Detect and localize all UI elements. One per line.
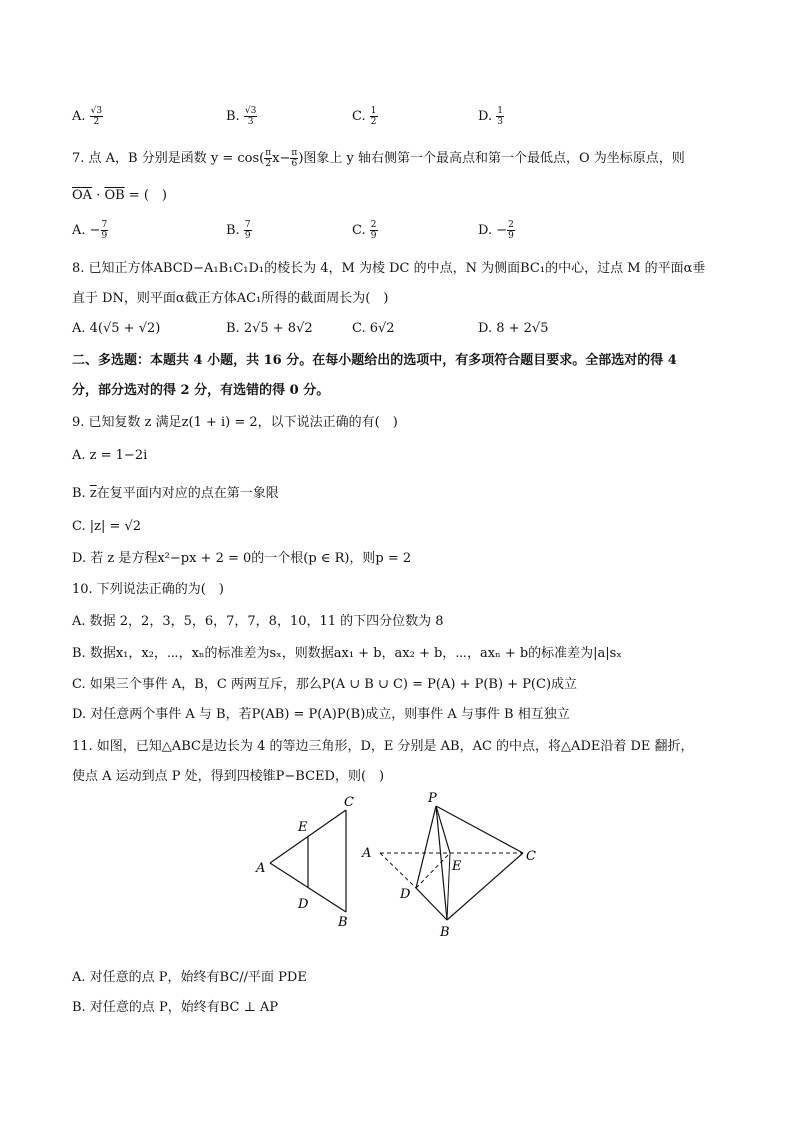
- q7-option-b: B. $\frac{7}{9}$: [226, 220, 251, 241]
- q8-options: [72, 321, 732, 345]
- q10-stem: 10. 下列说法正确的为( ): [72, 582, 224, 597]
- q8-stem-line1: 8. 已知正方体ABCD−A₁B₁C₁D₁的棱长为 4，M 为棱 DC 的中点，N 为侧面BC₁的中心，过点 M 的平面α垂: [72, 261, 706, 276]
- right-label-d: D: [400, 887, 411, 902]
- left-label-e: E: [298, 820, 308, 835]
- q6-option-b: B. $\frac{√3}{3}$: [226, 106, 257, 127]
- flat-triangle-abc: [255, 795, 354, 930]
- right-label-p: P: [428, 791, 437, 806]
- q8-option-c: C. 6√2: [352, 321, 395, 336]
- q7-option-c: C. $\frac{2}{9}$: [352, 220, 377, 241]
- left-label-c: C: [344, 795, 354, 810]
- q7-option-d: D. − $\frac{2}{9}$: [478, 220, 514, 241]
- pyramid-p-bced: [361, 791, 536, 940]
- q10-option-a: A. 数据 2，2，3，5，6，7，7，8，10，11 的下四分位数为 8: [72, 614, 444, 629]
- q8-stem-line2: 直于 DN，则平面α截正方体AC₁所得的截面周长为( ): [72, 291, 389, 306]
- q6-option-c: C. $\frac{1}{2}$: [352, 106, 377, 127]
- q7-vector-expression: $\overline{OA} \cdot \overline{OB}$ = ( ): [72, 188, 167, 203]
- q8-option-a: A. 4(√5 + √2): [72, 321, 161, 336]
- right-label-c: C: [526, 849, 536, 864]
- q9-option-a: A. z = 1−2i: [72, 448, 148, 463]
- q10-option-d: D. 对任意两个事件 A 与 B，若P(AB) = P(A)P(B)成立，则事件 A 与事件 B 相互独立: [72, 707, 570, 722]
- right-label-b: B: [440, 925, 450, 940]
- left-label-d: D: [298, 897, 309, 912]
- q11-option-a: A. 对任意的点 P，始终有BC//平面 PDE: [72, 970, 307, 985]
- left-label-b: B: [338, 915, 348, 930]
- q11-stem-line2: 使点 A 运动到点 P 处，得到四棱锥P−BCED，则( ): [72, 769, 385, 784]
- q7-stem: 7. 点 A，B 分别是函数 y = cos( $\frac{\pi}{2}$ x− $\frac{\pi}{6}$ )图象上 y 轴右侧第一个最高点和第一个最低点，O 为坐标原点，则: [72, 148, 685, 169]
- q10-option-c: C. 如果三个事件 A，B，C 两两互斥，那么P(A ∪ B ∪ C) = P(A) + P(B) + P(C)成立: [72, 677, 578, 692]
- q9-option-b: B. $\overline{z}$在复平面内对应的点在第一象限: [72, 486, 279, 501]
- q9-option-d: D. 若 z 是方程x²−px + 2 = 0的一个根(p ∈ R)，则p = 2: [72, 551, 412, 566]
- q8-option-d: D. 8 + 2√5: [478, 321, 549, 336]
- q6-options: [72, 106, 732, 130]
- q10-option-b: B. 数据x₁，x₂，⋯，xₙ的标准差为sₓ，则数据ax₁ + b，ax₂ + b，⋯，axₙ + b的标准差为|a|sₓ: [72, 646, 622, 661]
- q9-stem: 9. 已知复数 z 满足z(1 + i) = 2，以下说法正确的有( ): [72, 415, 398, 430]
- q11-option-b: B. 对任意的点 P，始终有BC ⊥ AP: [72, 1000, 279, 1015]
- section-2-heading-line2: 分，部分选对的得 2 分，有选错的得 0 分。: [72, 383, 330, 398]
- q11-figure: [250, 790, 550, 940]
- q8-option-b: B. 2√5 + 8√2: [226, 321, 313, 336]
- left-label-a: A: [256, 861, 266, 876]
- q6-option-a: A. $\frac{√3}{2}$: [72, 106, 103, 127]
- right-label-e: E: [452, 859, 462, 874]
- q9-option-c: C. |z| = √2: [72, 519, 142, 534]
- q11-stem-line1: 11. 如图，已知△ABC是边长为 4 的等边三角形，D，E 分别是 AB，AC 的中点，将△ADE沿着 DE 翻折，: [72, 739, 694, 754]
- section-2-heading: 二、多选题：本题共 4 小题，共 16 分。在每小题给出的选项中，有多项符合题目要求。全部选对的得 4: [72, 353, 677, 368]
- right-label-a: A: [362, 846, 372, 861]
- q7-options: [72, 220, 732, 244]
- q7-option-a: A. − $\frac{7}{9}$: [72, 220, 108, 241]
- q6-option-d: D. $\frac{1}{3}$: [478, 106, 503, 127]
